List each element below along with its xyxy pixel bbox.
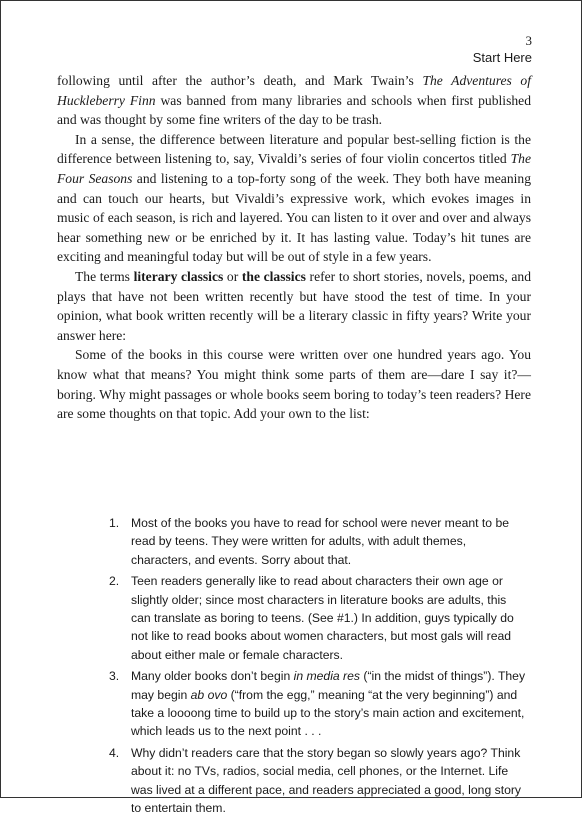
text-run: or [223,268,242,284]
paragraph-2 [57,130,531,267]
text-run: In a sense, the difference between literature and popular best-selling fiction is the difference between listening to, say, Vivaldi’s series of four violin concertos titled [57,131,531,167]
work-title-italic: The Four Seasons [57,151,531,186]
list-number: 2. [109,574,120,589]
list-number: 4. [109,745,120,760]
text-run: (“from the egg,” meaning “at the very beginning”) and take a loooong time to build up to the story’s main action and excitement, which leads us to the next point . . . [131,687,525,739]
book-title-italic: The Adventures of Huckleberry Finn [57,73,531,108]
term-bold: literary classics [133,268,224,284]
text-run: following until after the author’s death, and Mark Twain’s [57,73,423,88]
text-run: and listening to a top-forty song of the week. They both have meaning and can touch our hearts, but Vivaldi’s expressive work, which evokes images in music of each season, is rich and layered. You can listen to it over and over and always hear something new or be enriched by it. It has lasting value. Today’s hit tunes are exciting and meaningful today but will be out of style in a few years. [57,170,531,265]
latin-phrase-italic: in media res [293,669,360,684]
list-number: 1. [109,516,120,530]
text-run: refer to short stories, novels, poems, and plays that have not been written recently but have stood the test of time. In your opinion, what book written recently will be a literary classic in fifty years? Write your answer here: [57,268,532,343]
page-number: 3 [525,33,532,48]
list-text: Most of the books you have to read for school were never meant to be read by teens. They were written for adults, with adult themes, characters, and events. Sorry about that. [131,516,510,567]
term-bold: the classics [241,268,306,284]
list-item [109,572,529,664]
list-text [131,669,525,738]
body-text [57,71,531,424]
paragraph-4: Some of the books in this course were written over one hundred years ago. You know what that means? You might think some parts of them are—dare I say it?—boring. Why might passages or whole books seem boring to today’s teen readers? Here are some thoughts on that topic. Add your own to the list: [57,347,531,422]
list-number: 3. [109,669,120,684]
list-item [109,514,529,569]
text-run: (“in the midst of things”). They may begin [131,669,526,702]
text-run: Many older books don’t begin [131,669,294,684]
numbered-list [109,514,529,821]
list-text: Why didn’t readers care that the story began so slowly years ago? Think about it: no TVs, radios, social media, cell phones, or the Internet. Life was lived at a different pace, and readers appreciated a good, long story to entertain them. [131,745,522,816]
paragraph-3 [57,267,531,345]
section-title: Start Here [472,50,532,65]
list-item [109,667,529,741]
page-header [473,33,532,66]
text-run: The terms [75,268,134,284]
latin-phrase-italic: ab ovo [190,687,228,702]
text-run: was banned from many libraries and schools when first published and was thought by some fine writers of the day to be trash. [57,92,531,128]
list-item [109,744,529,818]
paragraph-1 [57,71,531,130]
list-text: Teen readers generally like to read about characters their own age or slightly older; since most characters in literature books are adults, this can translate as boring to teens. (See #1.) In addition, guys typically do not like to read books about women characters, but most gals will read about either male or female characters. [131,574,514,662]
